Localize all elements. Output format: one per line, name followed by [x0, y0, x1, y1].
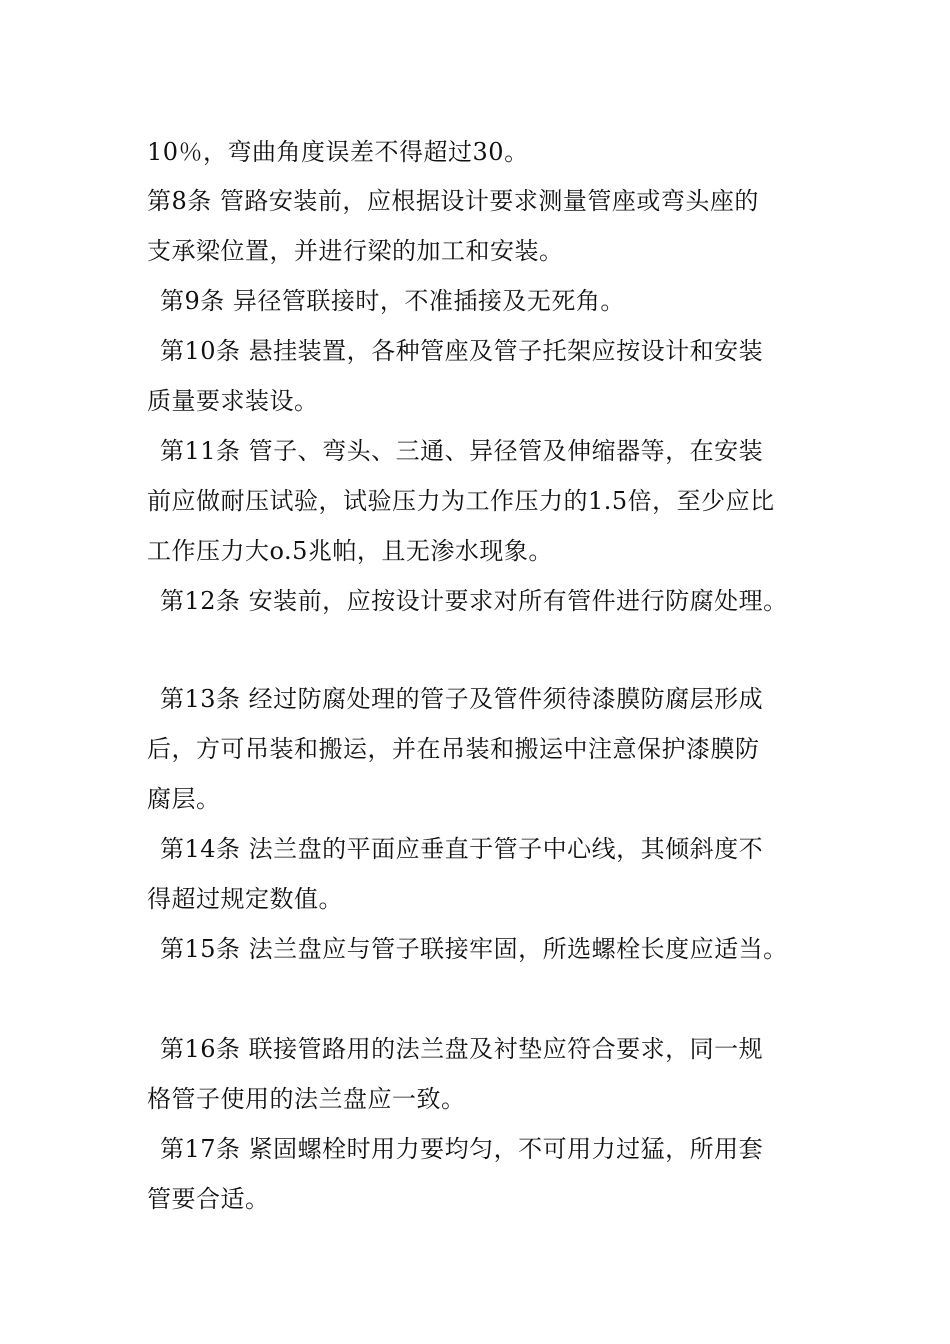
- article-16-line-1: 第16条 联接管路用的法兰盘及衬垫应符合要求，同一规: [160, 1035, 764, 1063]
- article-16-line-2: 格管子使用的法兰盘应一致。: [147, 1085, 466, 1113]
- article-11-line-2: 前应做耐压试验，试验压力为工作压力的1.5倍，至少应比: [147, 487, 775, 515]
- article-11-line-1: 第11条 管子、弯头、三通、异径管及伸缩器等，在安装: [160, 437, 764, 465]
- article-8-line-1: 第8条 管路安装前，应根据设计要求测量管座或弯头座的: [147, 187, 759, 215]
- article-14-line-1: 第14条 法兰盘的平面应垂直于管子中心线，其倾斜度不: [160, 835, 764, 863]
- article-15-line: 第15条 法兰盘应与管子联接牢固，所选螺栓长度应适当。: [160, 935, 788, 963]
- article-13-line-3: 腐层。: [147, 785, 221, 813]
- article-9-line: 第9条 异径管联接时，不准插接及无死角。: [160, 287, 625, 315]
- article-17-line-2: 管要合适。: [147, 1185, 270, 1213]
- article-10-line-2: 质量要求装设。: [147, 387, 319, 415]
- article-13-line-1: 第13条 经过防腐处理的管子及管件须待漆膜防腐层形成: [160, 685, 764, 713]
- article-17-line-1: 第17条 紧固螺栓时用力要均匀，不可用力过猛，所用套: [160, 1135, 764, 1163]
- article-13-line-2: 后，方可吊装和搬运，并在吊装和搬运中注意保护漆膜防: [147, 735, 760, 763]
- article-12-line: 第12条 安装前，应按设计要求对所有管件进行防腐处理。: [160, 587, 788, 615]
- text-line: 10％，弯曲角度误差不得超过30。: [147, 138, 529, 166]
- article-10-line-1: 第10条 悬挂装置，各种管座及管子托架应按设计和安装: [160, 337, 764, 365]
- article-8-line-2: 支承梁位置，并进行梁的加工和安装。: [147, 237, 564, 265]
- article-14-line-2: 得超过规定数值。: [147, 885, 343, 913]
- article-11-line-3: 工作压力大o.5兆帕，且无渗水现象。: [147, 537, 553, 565]
